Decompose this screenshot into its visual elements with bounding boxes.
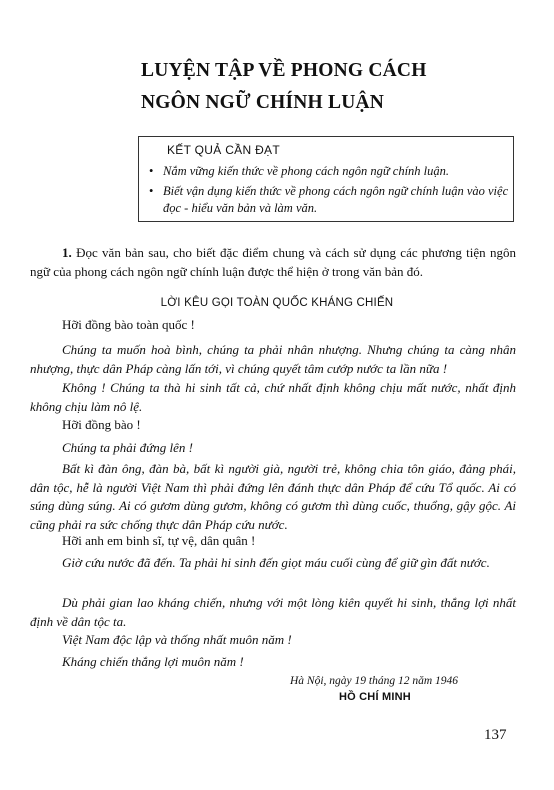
appeal-paragraph: Hỡi đồng bào ! (62, 417, 141, 432)
lesson-title (141, 55, 521, 119)
learning-goal-text: Nắm vững kiến thức về phong cách ngôn ngữ chính luận. (163, 164, 450, 178)
appeal-paragraph: Chúng ta phải đứng lên ! (62, 440, 193, 455)
exercise-number: 1. (62, 245, 72, 260)
learning-goals-box (138, 136, 514, 222)
bullet-icon: • (149, 164, 154, 178)
appeal-paragraph: Hỡi đồng bào toàn quốc ! (62, 317, 195, 332)
bullet-icon: • (149, 184, 154, 198)
lesson-title-line-1: LUYỆN TẬP VỀ PHONG CÁCH (141, 60, 427, 81)
appeal-paragraph: Hỡi anh em binh sĩ, tự vệ, dân quân ! (62, 533, 256, 548)
lesson-title-line-2: NGÔN NGỮ CHÍNH LUẬN (141, 92, 385, 113)
signature-date: Hà Nội, ngày 19 tháng 12 năm 1946 (290, 675, 459, 687)
appeal-title: LỜI KÊU GỌI TOÀN QUỐC KHÁNG CHIẾN (160, 297, 394, 309)
learning-goal-item (149, 183, 509, 217)
appeal-paragraph: Việt Nam độc lập và thống nhất muôn năm ! (62, 632, 292, 647)
appeal-paragraph: Chúng ta muốn hoà bình, chúng ta phải nhân nhượng. Nhưng chúng ta càng nhân nhượng, thực dân Pháp càng lấn tới, vì chúng quyết tâm cướp nước ta lần nữa ! (30, 342, 516, 376)
exercise-prompt (30, 243, 516, 281)
appeal-paragraph: Không ! Chúng ta thà hi sinh tất cả, chứ nhất định không chịu mất nước, nhất định không chịu làm nô lệ. (30, 380, 516, 414)
appeal-paragraph: Bất kì đàn ông, đàn bà, bất kì người già, người trẻ, không chia tôn giáo, đảng phái, dân tộc, hễ là người Việt Nam thì phải đứng lên đánh thực dân Pháp để cứu Tổ quốc. Ai có súng dùng súng. Ai có gươm dùng gươm, không có gươm thì dùng cuốc, thuổng, gậy gộc. Ai cũng phải ra sức chống thực dân Pháp cứu nước. (30, 461, 516, 532)
learning-goal-text: Biết vận dụng kiến thức về phong cách ngôn ngữ chính luận vào việc đọc - hiểu văn bản và làm văn. (163, 184, 509, 215)
appeal-paragraph: Dù phải gian lao kháng chiến, nhưng với một lòng kiên quyết hi sinh, thắng lợi nhất định về dân tộc ta. (30, 595, 516, 629)
page-number: 137 (484, 727, 507, 743)
learning-goal-item (149, 163, 509, 180)
appeal-paragraph: Giờ cứu nước đã đến. Ta phải hi sinh đến giọt máu cuối cùng để giữ gìn đất nước. (62, 555, 490, 570)
signature-name: HỒ CHÍ MINH (339, 691, 411, 703)
exercise-text: Đọc văn bản sau, cho biết đặc điểm chung và cách sử dụng các phương tiện ngôn ngữ của phong cách ngôn ngữ chính luận được thể hiện ở trong văn bản đó. (30, 245, 516, 279)
learning-goals-heading: KẾT QUẢ CẦN ĐẠT (167, 143, 280, 157)
appeal-paragraph: Kháng chiến thắng lợi muôn năm ! (62, 654, 244, 669)
